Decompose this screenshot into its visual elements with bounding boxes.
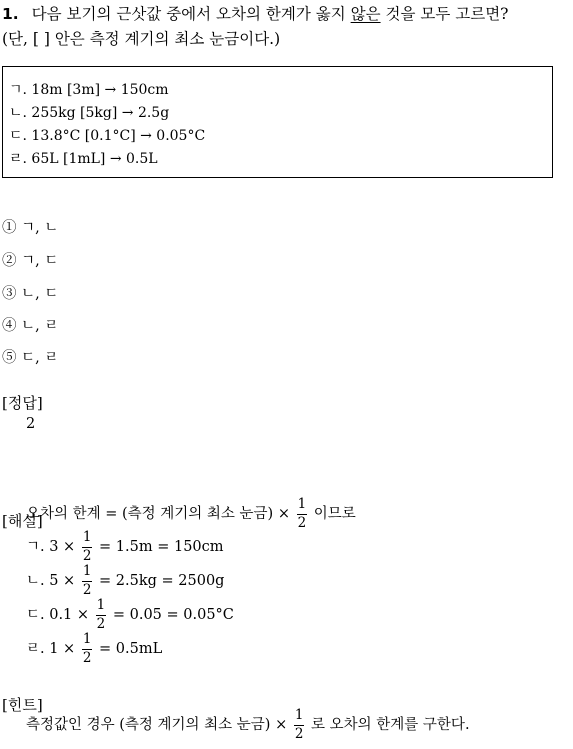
fraction-half: $\frac{1}{2}$ [82,529,92,564]
explanation-line-4: ㄹ. 1 × $\frac{1}{2}$ = 0.5mL [26,631,163,666]
question-line [2,2,509,24]
option-1: ① ㄱ, ㄴ [2,220,59,236]
option-2: ② ㄱ, ㄷ [2,253,59,269]
box-item-1: ㄱ. 18m [3m] → 150cm [9,82,169,98]
option-4: ④ ㄴ, ㄹ [2,318,59,334]
hint-label: [힌트] [2,696,43,714]
question-number: 1. [2,5,19,23]
answer-value: 2 [26,416,36,432]
option-5: ⑤ ㄷ, ㄹ [2,350,59,366]
option-3: ③ ㄴ, ㄷ [2,286,59,302]
explanation-line-2: ㄴ. 5 × $\frac{1}{2}$ = 2.5kg = 2500g [26,563,225,598]
question-text-1: 다음 보기의 근삿값 중에서 오차의 한계가 옳지 [31,5,346,23]
fraction-half: $\frac{1}{2}$ [294,707,304,742]
box-item-2: ㄴ. 255kg [5kg] → 2.5g [9,105,170,121]
explanation-line-1: ㄱ. 3 × $\frac{1}{2}$ = 1.5m = 150cm [26,529,224,564]
box-item-3: ㄷ. 13.8°C [0.1°C] → 0.05°C [9,128,206,144]
question-text-2: 것을 모두 고르면? [385,5,509,23]
hint-line: 측정값인 경우 (측정 계기의 최소 눈금) × $\frac{1}{2}$ 로 오차의 한계를 구한다. [26,707,470,742]
fraction-half: $\frac{1}{2}$ [82,563,92,598]
fraction-half: $\frac{1}{2}$ [96,597,106,632]
answer-label: [정답] [2,394,43,412]
fraction-half: $\frac{1}{2}$ [82,631,92,666]
explanation-line-0 [26,498,356,530]
explanation-line-3: ㄷ. 0.1 × $\frac{1}{2}$ = 0.05 = 0.05°C [26,597,234,632]
explanation-formula: 오차의 한계 = (측정 계기의 최소 눈금) × [26,506,290,522]
box-item-4: ㄹ. 65L [1mL] → 0.5L [9,151,158,167]
explanation-label: [해설] [2,512,43,530]
fraction-half: $\frac{1}{2}$ [297,496,307,531]
question-subtext: (단, [ ] 안은 측정 계기의 최소 눈금이다.) [2,30,281,48]
question-text-underlined: 않은 [350,5,381,23]
explanation-formula-end: 이므로 [313,506,356,522]
example-box [2,66,553,178]
